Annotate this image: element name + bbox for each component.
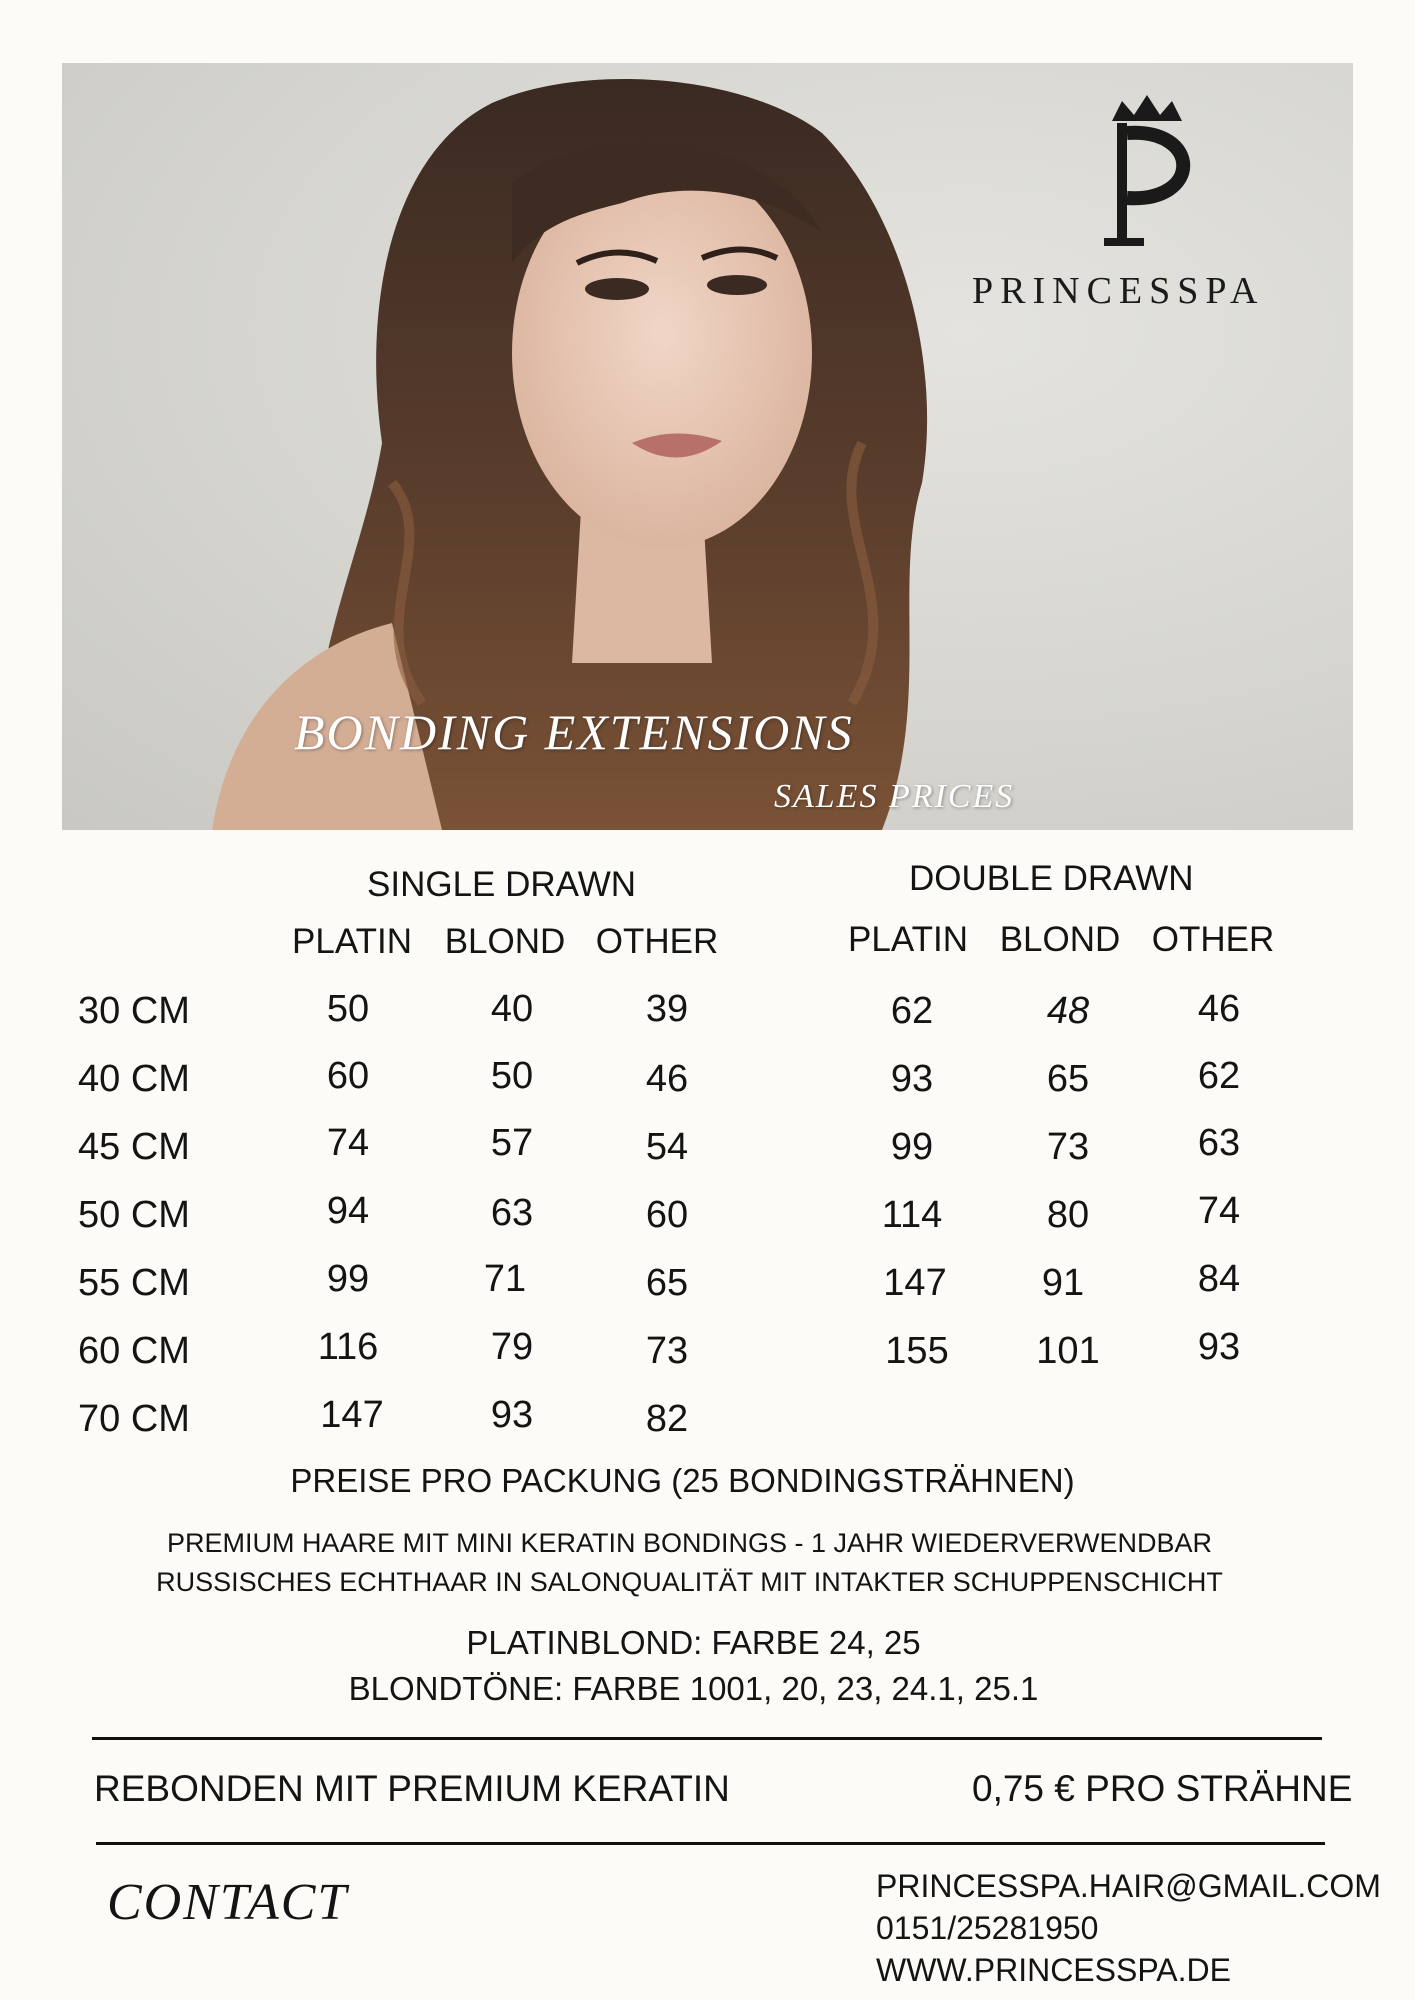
double-platin-price: 147: [883, 1262, 947, 1304]
double-col-platin: PLATIN: [848, 920, 968, 959]
single-blond-price: 93: [490, 1394, 534, 1436]
rebond-label: REBONDEN MIT PREMIUM KERATIN: [94, 1768, 730, 1809]
double-platin-price: 93: [890, 1058, 934, 1100]
single-other-price: 82: [645, 1398, 689, 1440]
double-platin-price: 114: [881, 1194, 943, 1236]
row-length: 55 CM: [78, 1262, 190, 1304]
double-drawn-title: DOUBLE DRAWN: [909, 859, 1194, 898]
blondtoene-colors: BLONDTÖNE: FARBE 1001, 20, 23, 24.1, 25.1: [348, 1670, 1039, 1707]
double-blond-price: 73: [1046, 1126, 1090, 1168]
double-other-price: 84: [1197, 1258, 1241, 1300]
double-blond-price: 91: [1041, 1262, 1085, 1304]
single-other-price: 65: [645, 1262, 689, 1304]
row-length: 30 CM: [78, 990, 190, 1032]
contact-heading: CONTACT: [107, 1874, 349, 1931]
double-blond-price: 80: [1046, 1194, 1090, 1236]
single-other-price: 54: [645, 1126, 689, 1168]
hero-title: BONDING EXTENSIONS: [294, 704, 854, 760]
row-length: 50 CM: [78, 1194, 190, 1236]
single-col-blond: BLOND: [444, 922, 566, 961]
double-other-price: 46: [1197, 988, 1241, 1030]
double-platin-price: 99: [890, 1126, 934, 1168]
double-col-other: OTHER: [1151, 920, 1275, 959]
contact-phone[interactable]: 0151/25281950: [876, 1910, 1099, 1946]
package-note: PREISE PRO PACKUNG (25 BONDINGSTRÄHNEN): [290, 1462, 1075, 1499]
single-platin-price: 116: [317, 1326, 379, 1368]
row-length: 60 CM: [78, 1330, 190, 1372]
single-blond-price: 40: [490, 988, 534, 1030]
single-other-price: 60: [645, 1194, 689, 1236]
platinblond-colors: PLATINBLOND: FARBE 24, 25: [466, 1624, 921, 1661]
single-platin-price: 60: [326, 1055, 370, 1097]
double-other-price: 62: [1197, 1055, 1241, 1097]
single-blond-price: 79: [490, 1326, 534, 1368]
brand-name: PRINCESSPA: [972, 270, 1265, 312]
divider-bottom: [96, 1842, 1325, 1845]
row-length: 45 CM: [78, 1126, 190, 1168]
single-col-other: OTHER: [595, 922, 719, 961]
double-blond-price: 101: [1036, 1330, 1100, 1372]
double-blond-price: 65: [1046, 1058, 1090, 1100]
hero-subtitle: SALES PRICES: [774, 778, 1015, 815]
contact-website[interactable]: WWW.PRINCESSPA.DE: [876, 1952, 1231, 1988]
double-other-price: 63: [1197, 1122, 1241, 1164]
single-platin-price: 50: [326, 988, 370, 1030]
crown-p-logo-icon: [1092, 93, 1202, 253]
single-drawn-title: SINGLE DRAWN: [367, 865, 637, 904]
divider-top: [92, 1737, 1322, 1740]
single-blond-price: 71: [483, 1258, 527, 1300]
double-other-price: 74: [1197, 1190, 1241, 1232]
single-other-price: 73: [645, 1330, 689, 1372]
single-platin-price: 147: [320, 1394, 384, 1436]
row-length: 40 CM: [78, 1058, 190, 1100]
double-platin-price: 155: [885, 1330, 949, 1372]
hero-image: [62, 63, 1353, 830]
contact-email[interactable]: PRINCESSPA.HAIR@GMAIL.COM: [876, 1868, 1381, 1904]
single-blond-price: 63: [490, 1192, 534, 1234]
premium-line-1: PREMIUM HAARE MIT MINI KERATIN BONDINGS - 1 JAHR WIEDERVERWENDBAR: [166, 1528, 1213, 1558]
double-blond-price: 48: [1046, 990, 1090, 1032]
single-blond-price: 57: [490, 1122, 534, 1164]
double-platin-price: 62: [890, 990, 934, 1032]
single-other-price: 46: [645, 1058, 689, 1100]
single-platin-price: 74: [326, 1122, 370, 1164]
rebond-price: 0,75 € PRO STRÄHNE: [972, 1768, 1353, 1809]
double-other-price: 93: [1197, 1326, 1241, 1368]
single-blond-price: 50: [490, 1055, 534, 1097]
single-other-price: 39: [645, 988, 689, 1030]
single-platin-price: 94: [326, 1190, 370, 1232]
row-length: 70 CM: [78, 1398, 190, 1440]
double-col-blond: BLOND: [999, 920, 1121, 959]
single-col-platin: PLATIN: [292, 922, 412, 961]
premium-line-2: RUSSISCHES ECHTHAAR IN SALONQUALITÄT MIT INTAKTER SCHUPPENSCHICHT: [156, 1567, 1223, 1597]
single-platin-price: 99: [326, 1258, 370, 1300]
